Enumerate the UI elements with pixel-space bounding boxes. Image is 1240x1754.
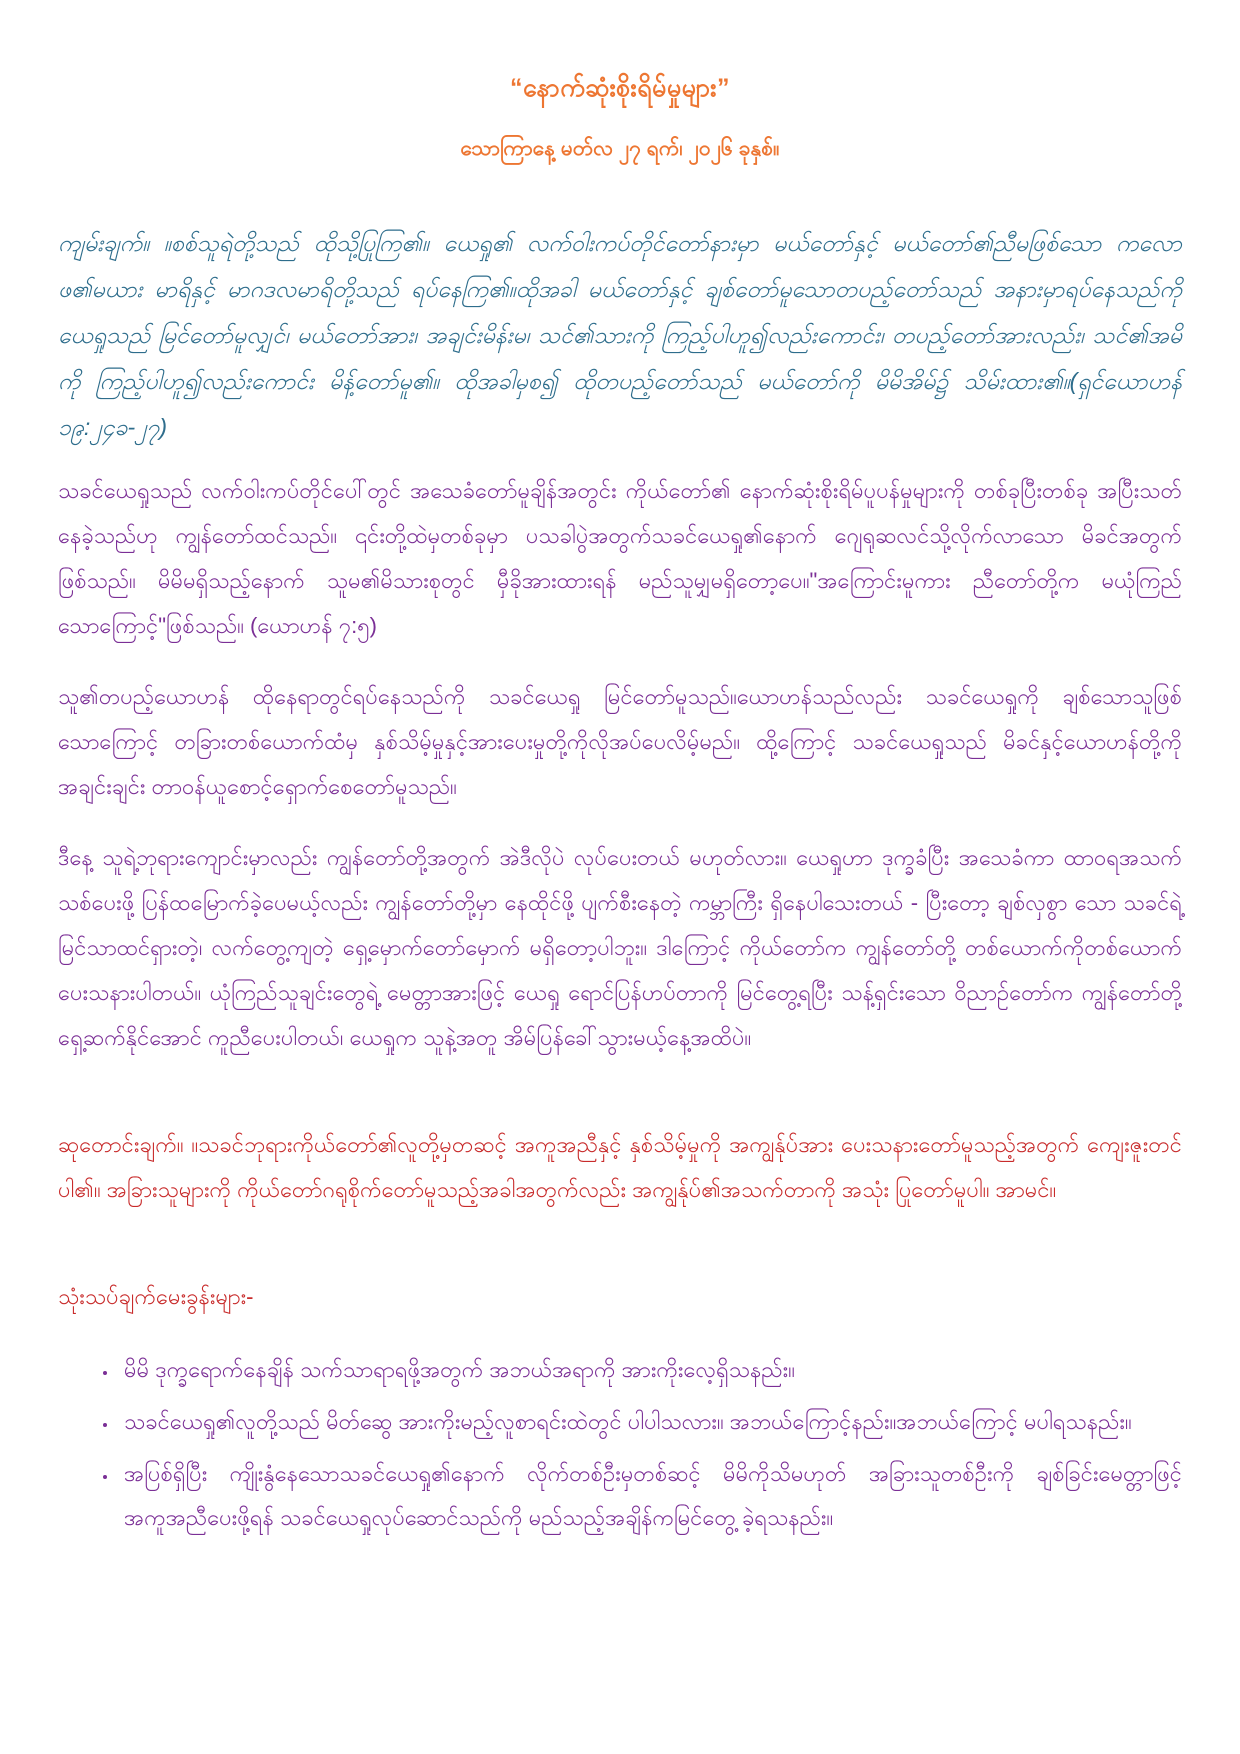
body-paragraph-2: သူ၏တပည့်ယောဟန် ထိုနေရာတွင်ရပ်နေသည်ကို သခင်ယေရှု မြင်တော်မူသည်။ယောဟန်သည်လည်း သခင်ယေရှုကို ချစ်သောသူဖြစ်သောကြောင့် တခြားတစ်ယောက်ထံမှ နှစ်သိမ့်မှုနှင့်အားပေးမှုတို့ကိုလိုအပ်ပေလိမ့်မည်။ ထို့ကြောင့် သခင်ယေရှုသည် မိခင်နှင့်ယောဟန်တို့ကို အချင်းချင်း တာဝန်ယူစောင့်ရှောက်စေတော်မူသည်။: [58, 683, 1182, 799]
prayer-paragraph: ဆုတောင်းချက်။ ။သခင်ဘုရားကိုယ်တော်၏လူတို့မှတဆင့် အကူအညီနှင့် နှစ်သိမ့်မှုကို အကျွန်ုပ်အား ပေးသနားတော်မူသည့်အတွက် ကျေးဇူးတင်ပါ၏။ အခြားသူများကို ကိုယ်တော်ဂရုစိုက်တော်မူသည့်အခါအတွက်လည်း အကျွန်ုပ်၏အသက်တာကို အသုံး ပြုတော်မူပါ။ အာမင်။: [58, 1131, 1182, 1202]
reflection-question-item: • အပြစ်ရှိပြီး ကျိုးနွံနေသောသခင်ယေရှု၏နောက် လိုက်တစ်ဦးမှတစ်ဆင့် မိမိကိုသိမဟုတ် အခြားသူတစ်ဦးကို ချစ်ခြင်းမေတ္တာဖြင့်အကူအညီပေးဖို့ရန် သခင်ယေရှုလုပ်ဆောင်သည်ကို မည်သည့်အချိန်ကမြင်တွေ့ ခဲ့ရသနည်း။: [118, 1452, 1182, 1540]
body-paragraph-1: သခင်ယေရှုသည် လက်ဝါးကပ်တိုင်ပေါ်တွင် အသေခံတော်မူချိန်အတွင်း ကိုယ်တော်၏ နောက်ဆုံးစိုးရိမ်ပူပန်မှုများကို တစ်ခုပြီးတစ်ခု အပြီးသတ်နေခဲ့သည်ဟု ကျွန်တော်ထင်သည်။ ၎င်းတို့ထဲမှတစ်ခုမှာ ပသခါပွဲအတွက်သခင်ယေရှု၏နောက် ဂျေရုဆလင်သို့လိုက်လာသော မိခင်အတွက်ဖြစ်သည်။ မိမိမရှိသည့်နောက် သူမ၏မိသားစုတွင် မှီခိုအားထားရန် မည်သူမျှမရှိတော့ပေ။"အကြောင်းမူကား ညီတော်တို့က မယုံကြည်သောကြောင့်"ဖြစ်သည်။ (ယောဟန် ၇:၅): [58, 477, 1182, 638]
date-line: သောကြာနေ့ မတ်လ ၂၇ ရက်၊ ၂၀၂၆ ခုနှစ်။: [460, 136, 780, 160]
reflection-question-item: • မိမိ ဒုက္ခရောက်နေချိန် သက်သာရာရဖို့အတွက် အဘယ်အရာကို အားကိုးလေ့ရှိသနည်း။: [118, 1348, 1182, 1392]
page-title: “နောက်ဆုံးစိုးရိမ်မှုများ”: [510, 74, 730, 102]
reflection-questions-list: [58, 1348, 1182, 1540]
scripture-paragraph: ကျမ်းချက်။ ။စစ်သူရဲတို့သည် ထိုသို့ပြုကြ၏။ ယေရှု၏ လက်ဝါးကပ်တိုင်တော်နားမှာ မယ်တော်နှင့် မယ်တော်၏ညီမဖြစ်သော ကလောဖ၏မယား မာရိနှင့် မာဂဒလမာရိတို့သည် ရပ်နေကြ၏။ထိုအခါ မယ်တော်နှင့် ချစ်တော်မူသောတပည့်တော်သည် အနားမှာရပ်နေသည်ကို ယေရှုသည် မြင်တော်မူလျှင်၊ မယ်တော်အား၊ အချင်းမိန်းမ၊ သင်၏သားကို ကြည့်ပါဟူ၍လည်းကောင်း၊ တပည့်တော်အားလည်း၊ သင်၏အမိကို ကြည့်ပါဟူ၍လည်းကောင်း မိန့်တော်မူ၏။ ထိုအခါမှစ၍ ထိုတပည့်တော်သည် မယ်တော်ကို မိမိအိမ်၌ သိမ်းထား၏။(ရှင်ယောဟန် ၁၉:၂၄ခ-၂၇): [58, 229, 1182, 440]
reflection-question-item: • သခင်ယေရှု၏လူတို့သည် မိတ်ဆွေ အားကိုးမည့်လူစာရင်းထဲတွင် ပါပါသလား။ အဘယ်ကြောင့်နည်း။အဘယ်ကြောင့် မပါရသနည်း။: [118, 1400, 1182, 1444]
reflection-questions-heading: သုံးသပ်ချက်မေးခွန်းများ-: [58, 1283, 254, 1309]
body-paragraph-3: ဒီနေ့ သူရဲ့ဘုရားကျောင်းမှာလည်း ကျွန်တော်တို့အတွက် အဲဒီလိုပဲ လုပ်ပေးတယ် မဟုတ်လား။ ယေရှုဟာ ဒုက္ခခံပြီး အသေခံကာ ထာဝရအသက်သစ်ပေးဖို့ ပြန်ထမြောက်ခဲ့ပေမယ့်လည်း ကျွန်တော်တို့မှာ နေထိုင်ဖို့ ပျက်စီးနေတဲ့ ကမ္ဘာကြီး ရှိနေပါသေးတယ် - ပြီးတော့ ချစ်လှစွာ သော သခင်ရဲ့ မြင်သာထင်ရှားတဲ့၊ လက်တွေ့ကျတဲ့ ရှေ့မှောက်တော်မှောက် မရှိတော့ပါဘူး။ ဒါကြောင့် ကိုယ်တော်က ကျွန်တော်တို့ တစ်ယောက်ကိုတစ်ယောက် ပေးသနားပါတယ်။ ယုံကြည်သူချင်းတွေရဲ့ မေတ္တာအားဖြင့် ယေရှု ရောင်ပြန်ဟပ်တာကို မြင်တွေ့ရပြီး သန့်ရှင်းသော ဝိညာဉ်တော်က ကျွန်တော်တို့ ရှေ့ဆက်နိုင်အောင် ကူညီပေးပါတယ်၊ ယေရှုက သူနဲ့အတူ အိမ်ပြန်ခေါ်သွားမယ့်နေ့အထိပဲ။: [58, 844, 1182, 1050]
